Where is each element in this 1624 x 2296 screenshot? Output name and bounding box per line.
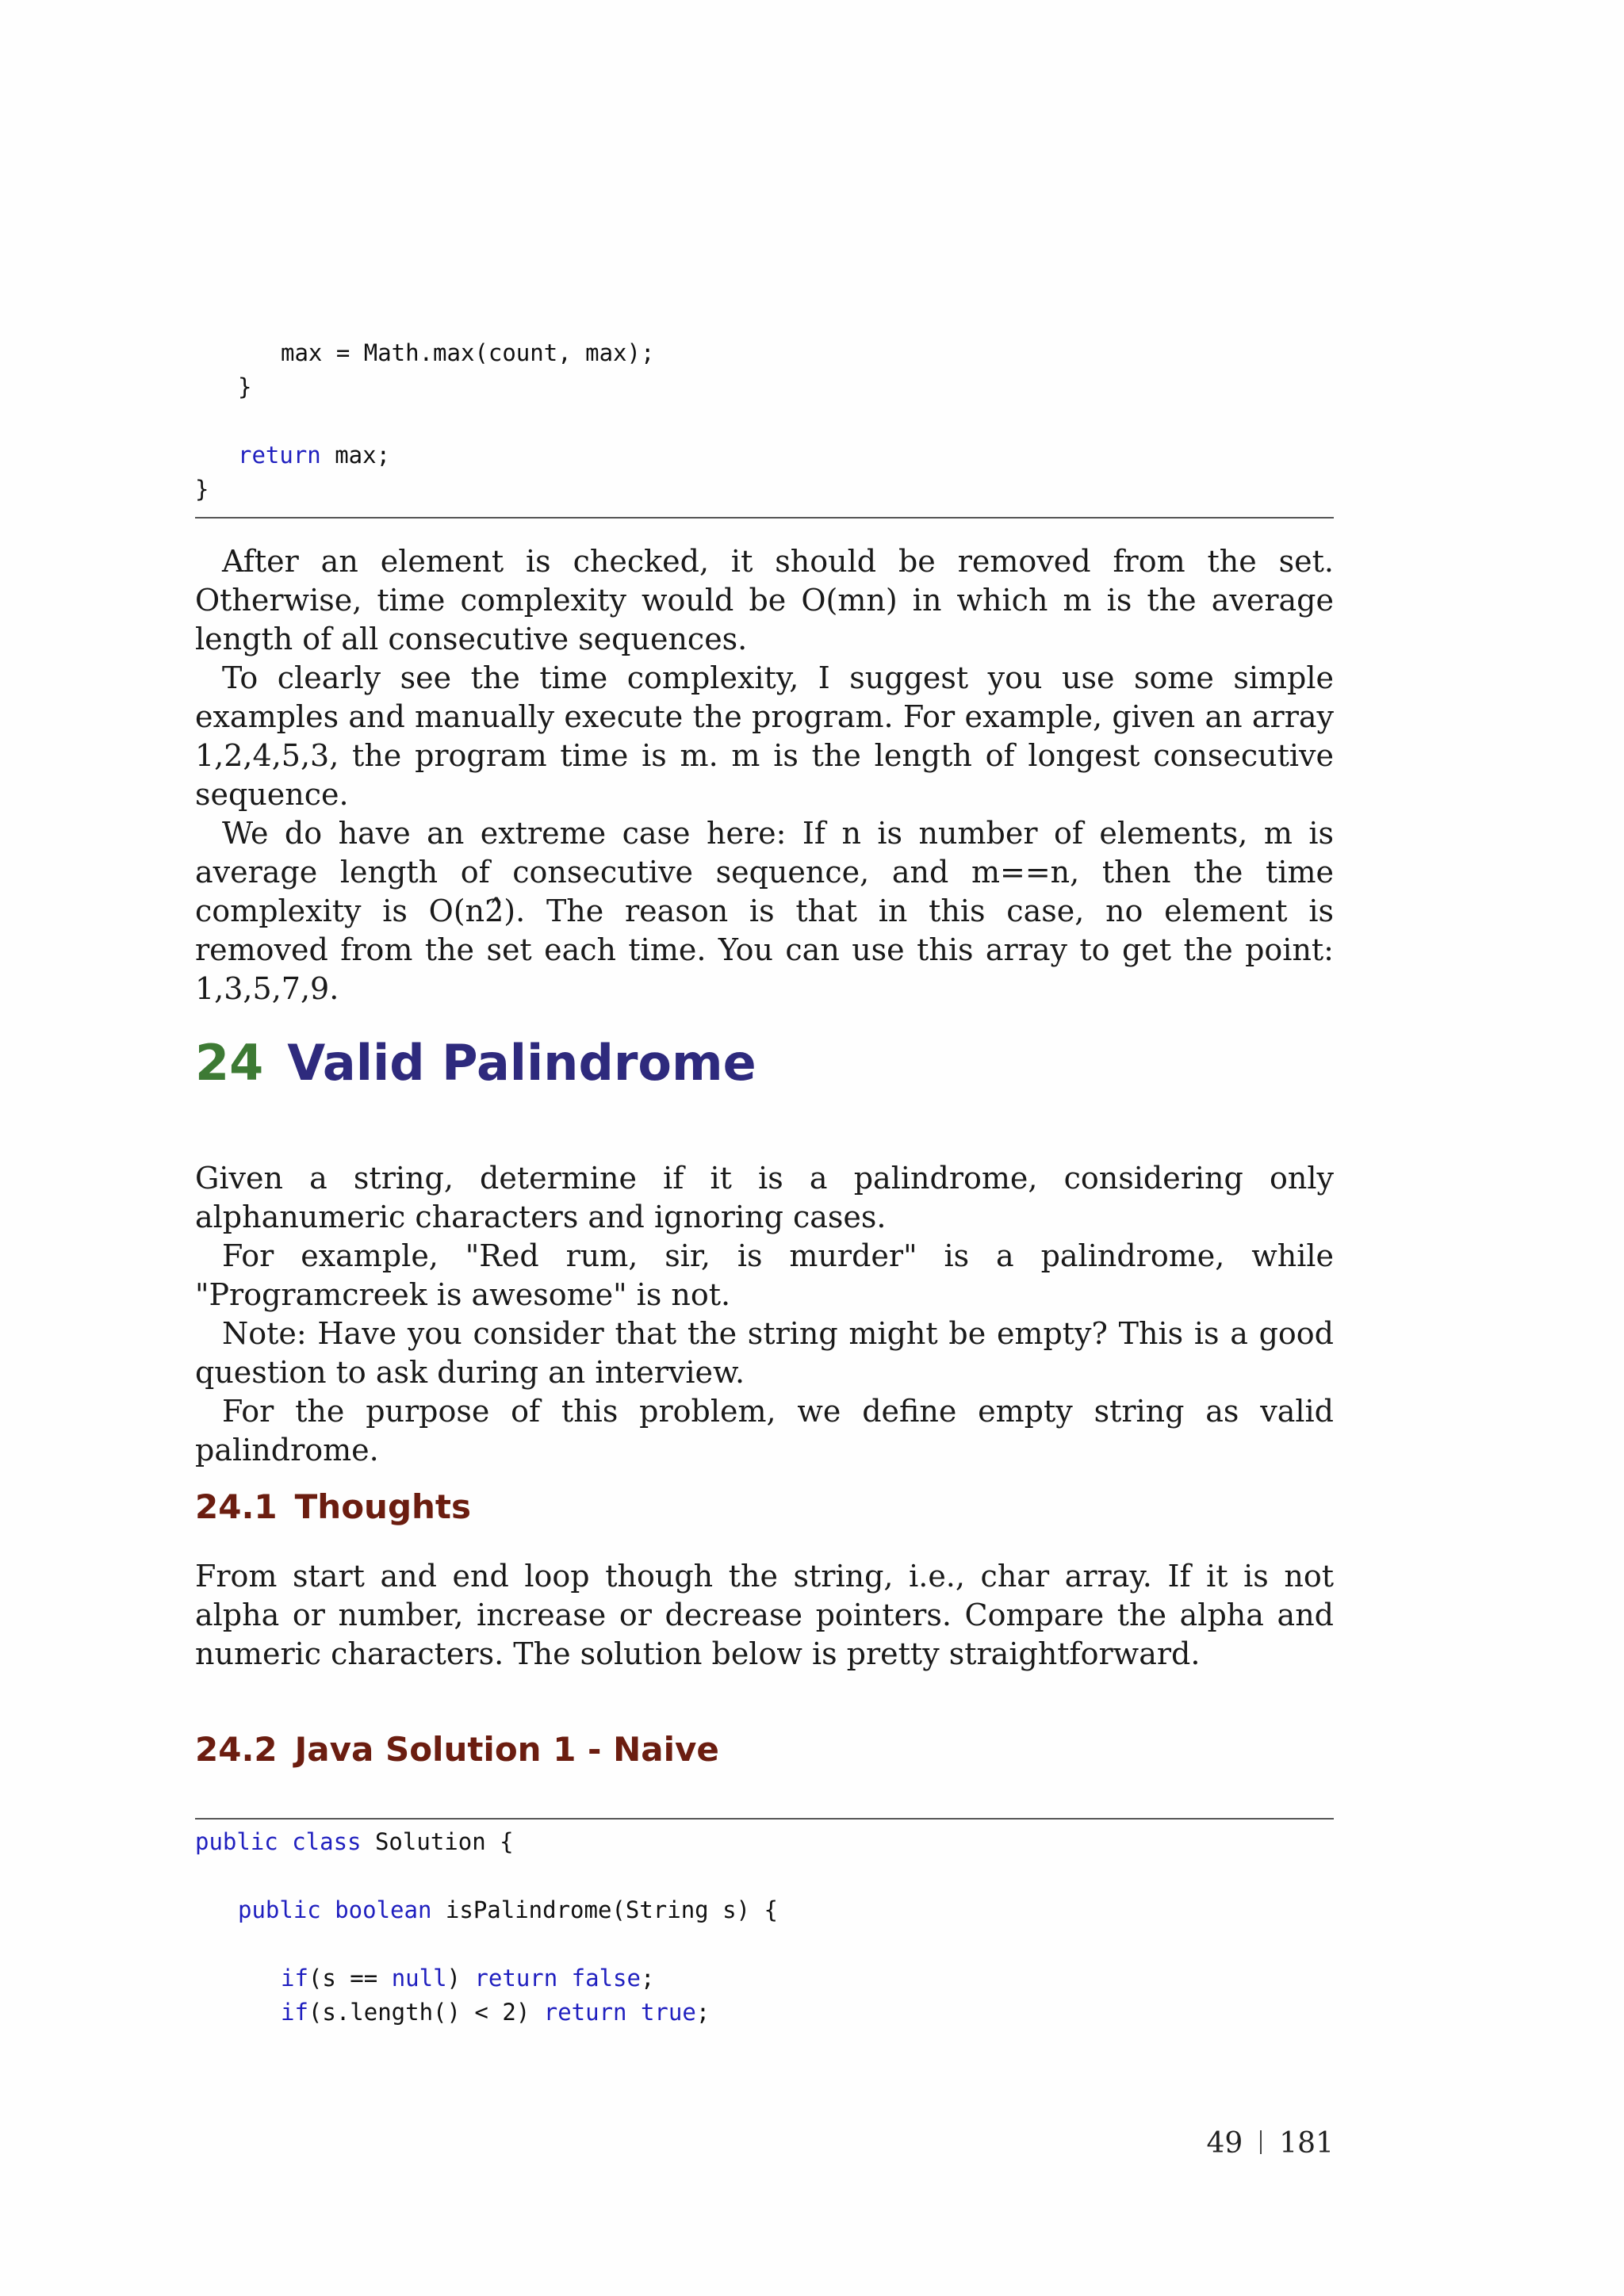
code-line bbox=[195, 1961, 1334, 1996]
code-keyword: null bbox=[391, 1965, 447, 1992]
code-text: max; bbox=[320, 442, 391, 469]
code-text: } bbox=[238, 373, 252, 400]
paragraph: For example, "Red rum, sir, is murder" is a palindrome, while "Programcreek is awesome" is not. bbox=[195, 1238, 1334, 1312]
code-text: (s.length() < 2) bbox=[308, 1999, 544, 2026]
code-keyword: return true bbox=[543, 1999, 696, 2026]
page-total: 181 bbox=[1279, 2127, 1334, 2160]
paragraph: Given a string, determine if it is a palindrome, considering only alphanumeric characters and ignoring cases. bbox=[195, 1161, 1334, 1234]
paragraph: We do have an extreme case here: If n is number of elements, m is average length of consecutive sequence, and m==n, then the time complexity is O(n2̂). The reason is that in this case, no element is removed from the set each time. You can use this array to get the point: 1,3,5,7,9. bbox=[195, 816, 1334, 1006]
discussion-text bbox=[195, 542, 1334, 1008]
code-line bbox=[195, 438, 1334, 473]
subsection-title: Thoughts bbox=[294, 1487, 471, 1526]
page-footer bbox=[1206, 2126, 1334, 2161]
code-line bbox=[195, 1893, 1334, 1927]
code-line bbox=[195, 473, 1334, 507]
code-line bbox=[195, 370, 1334, 404]
code-text: ; bbox=[695, 1999, 710, 2026]
problem-statement bbox=[195, 1159, 1334, 1470]
code-line bbox=[195, 1825, 1334, 1859]
code-rule-top bbox=[195, 517, 1334, 519]
code-rule-bottom bbox=[195, 1818, 1334, 1820]
subsection-heading-thoughts bbox=[195, 1487, 1334, 1527]
code-line bbox=[195, 1927, 1334, 1961]
code-text: ; bbox=[640, 1965, 655, 1992]
code-line bbox=[195, 404, 1334, 438]
subsection-title: Java Solution 1 - Naive bbox=[294, 1730, 719, 1769]
code-keyword: return bbox=[238, 442, 321, 469]
page-separator bbox=[1260, 2130, 1262, 2154]
code-text: isPalindrome(String s) { bbox=[431, 1896, 778, 1923]
paragraph: From start and end loop though the string, i.e., char array. If it is not alpha or number, increase or decrease pointers. Compare the alpha and numeric characters. The solution below is pretty straightforward. bbox=[195, 1559, 1334, 1671]
paragraph: Note: Have you consider that the string might be empty? This is a good question to ask during an interview. bbox=[195, 1316, 1334, 1390]
code-text: max = Math.max(count, max); bbox=[281, 339, 655, 366]
code-keyword: public class bbox=[195, 1828, 362, 1855]
code-block-bottom bbox=[195, 1825, 1334, 2030]
code-line bbox=[195, 336, 1334, 370]
section-title: Valid Palindrome bbox=[287, 1034, 756, 1092]
code-keyword: if bbox=[281, 1965, 308, 1992]
code-keyword: return false bbox=[474, 1965, 641, 1992]
section-heading bbox=[195, 1035, 1334, 1091]
code-keyword: if bbox=[281, 1999, 308, 2026]
paragraph: After an element is checked, it should be removed from the set. Otherwise, time complexity would be O(mn) in which m is the average length of all consecutive sequences. bbox=[195, 544, 1334, 656]
paragraph: To clearly see the time complexity, I suggest you use some simple examples and manually execute the program. For example, given an array 1,2,4,5,3, the program time is m. m is the length of longest consecutive sequence. bbox=[195, 660, 1334, 812]
code-block-top bbox=[195, 336, 1334, 507]
paragraph: For the purpose of this problem, we define empty string as valid palindrome. bbox=[195, 1394, 1334, 1468]
section-number: 24 bbox=[195, 1034, 264, 1092]
code-text: ) bbox=[446, 1965, 475, 1992]
code-line bbox=[195, 1996, 1334, 2030]
thoughts-text bbox=[195, 1557, 1334, 1674]
code-text: (s == bbox=[308, 1965, 392, 1992]
subsection-number: 24.2 bbox=[195, 1730, 278, 1769]
page-number: 49 bbox=[1206, 2127, 1243, 2160]
code-text: Solution { bbox=[361, 1828, 514, 1855]
code-keyword: public boolean bbox=[238, 1896, 432, 1923]
subsection-number: 24.1 bbox=[195, 1487, 278, 1526]
code-line bbox=[195, 1859, 1334, 1893]
code-text: } bbox=[195, 476, 209, 503]
subsection-heading-java-solution bbox=[195, 1730, 1334, 1770]
document-page bbox=[195, 0, 1334, 2296]
